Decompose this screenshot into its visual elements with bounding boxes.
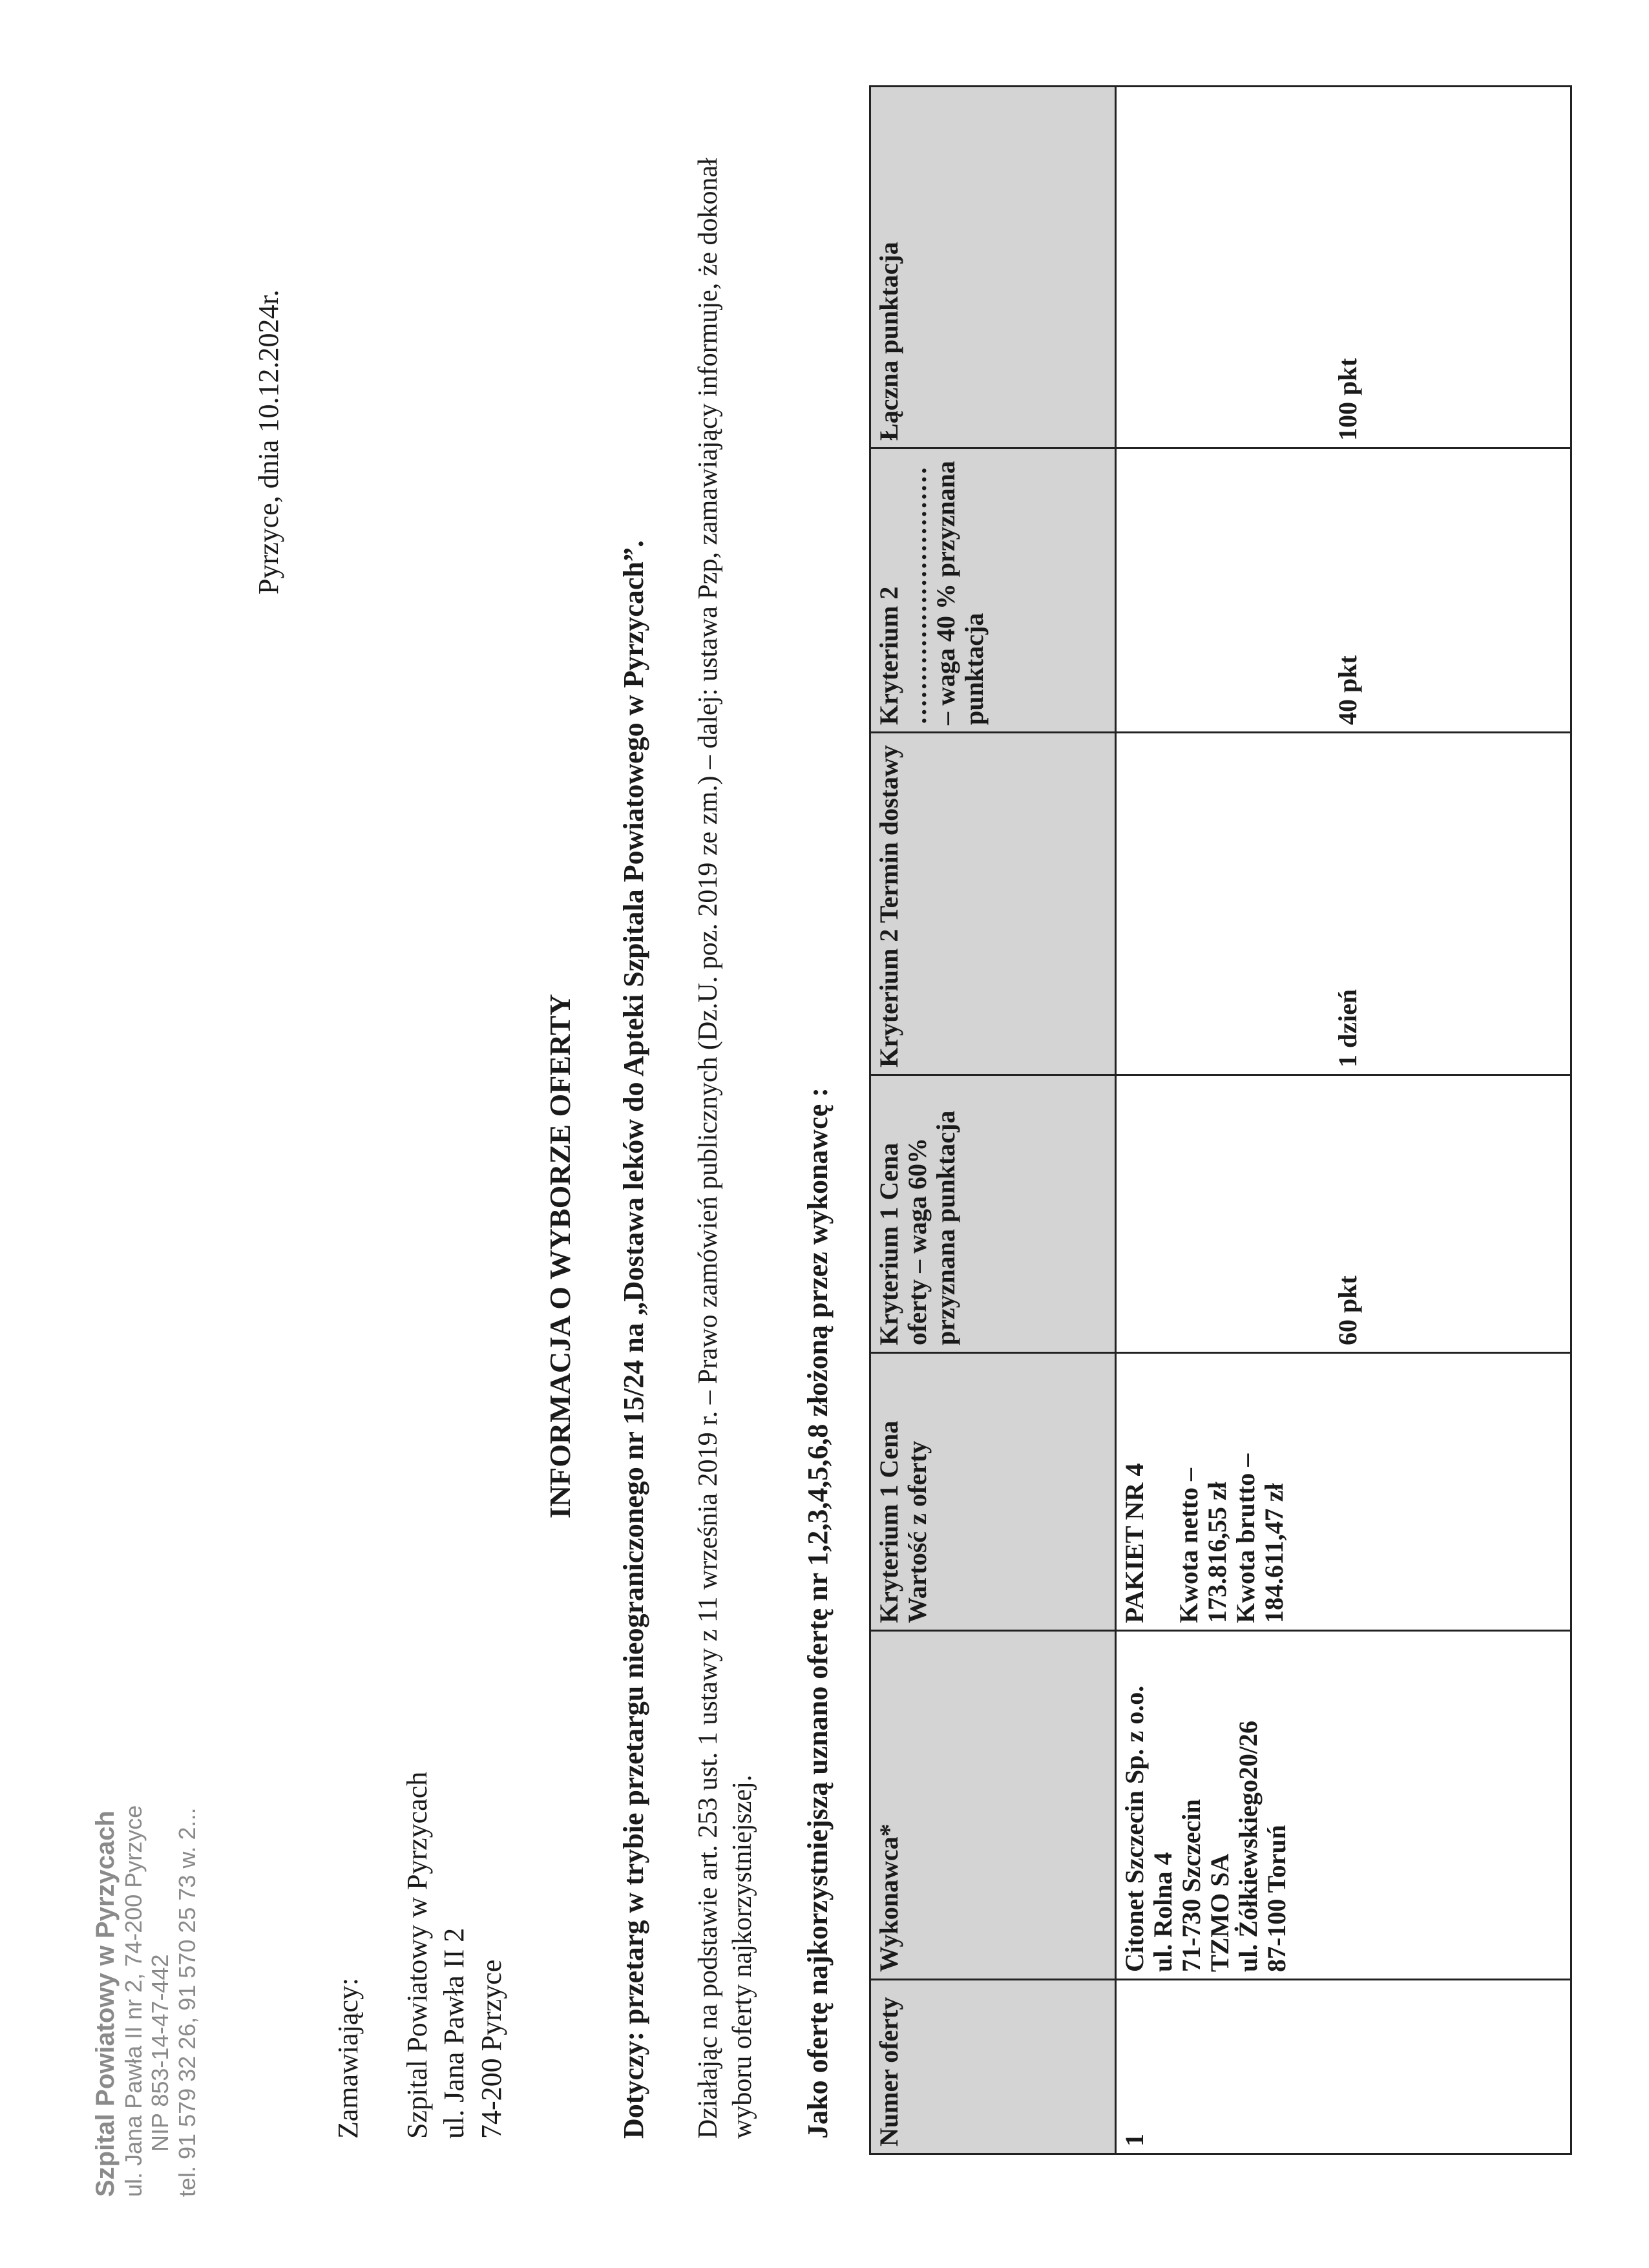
criterion2-points: 40 pkt [1333,655,1362,725]
contractor-line: ul. Rolna 4 [1148,1852,1177,1972]
header-criterion2-points: Kryterium 2 ………………………… – waga 40 % przyznana punktacja [870,448,1116,733]
contractor-cell [1116,1631,1571,1980]
gross-amount-label: Kwota brutto – [1231,1453,1260,1623]
buyer-block [330,1772,510,2139]
contractor-line: 87-100 Toruń [1262,1825,1291,1972]
total-points-cell [1116,87,1571,448]
hospital-stamp [90,1615,200,2197]
contractor-line: Citonet Szczecin Sp. z o.o. [1120,1685,1149,1972]
header-offer-number: Numer oferty [870,1980,1116,2154]
document-date: Pyrzyce, dnia 10.12.2024r. [253,289,284,594]
offer-value-cell [1116,1353,1571,1631]
delivery-time: 1 dzień [1333,989,1362,1067]
price-points: 60 pkt [1333,1276,1362,1345]
header-criterion1-points: Kryterium 1 Cena oferty – waga 60% przyznana punktacja [870,1075,1116,1353]
net-amount-value: 173.816,55 zł [1203,1482,1232,1623]
price-points-cell [1116,1075,1571,1353]
subject-line: Dotyczy: przetarg w trybie przetargu nieograniczonego nr 15/24 na „Dostawa leków do Apteki Szpitala Powiatowego w Pyrzycach”. [618,540,649,2139]
total-points: 100 pkt [1333,358,1362,441]
buyer-label: Zamawiający: [332,1977,364,2139]
stamp-name: Szpital Powiatowy w Pyrzycach [91,1811,120,2197]
delivery-cell [1116,733,1571,1075]
buyer-city: 74-200 Pyrzyce [475,1959,507,2139]
table-header-row [870,87,1116,2154]
offers-table [869,85,1572,2155]
table-row [1116,87,1571,2154]
stamp-nip: NIP 853-14-47-442 [147,1954,174,2152]
header-criterion1-value: Kryterium 1 Cena Wartość z oferty [870,1353,1116,1631]
header-contractor: Wykonawca* [870,1631,1116,1980]
document-title: INFORMACJA O WYBORZE OFERTY [543,994,576,1518]
buyer-name: Szpital Powiatowy w Pyrzycach [401,1771,434,2139]
selection-statement: Jako ofertę najkorzystniejszą uznano ofertę nr 1,2,3,4,5,6,8 złożoną przez wykonawcę : [802,1087,834,2139]
stamp-address: ul. Jana Pawła II nr 2, 74-200 Pyrzyce [120,1805,147,2197]
gross-amount-value: 184.611,47 zł [1259,1483,1288,1623]
header-total-points: Łączna punktacja [870,87,1116,448]
criterion2-points-cell [1116,448,1571,733]
contractor-line: ul. Żółkiewskiego20/26 [1234,1721,1263,1972]
package-label: PAKIET NR 4 [1120,1463,1149,1623]
offer-number: 1 [1116,1980,1571,2154]
buyer-street: ul. Jana Pawła II 2 [438,1927,470,2139]
net-amount-label: Kwota netto – [1174,1468,1203,1623]
contractor-line: TZMO SA [1205,1853,1234,1972]
stamp-phone: tel. 91 579 32 26, 91 570 25 73 w. 2... [173,1807,200,2197]
legal-basis: Działając na podstawie art. 253 ust. 1 ustawy z 11 września 2019 r. – Prawo zamówień publicznych (Dz.U. poz. 2019 ze zm.) – dalej: ustawa Pzp, zamawiający informuje, że dokonał wyboru oferty najkorzystniejszej. [693,158,757,2139]
contractor-line: 71-730 Szczecin [1177,1799,1206,1972]
header-criterion2-delivery: Kryterium 2 Termin dostawy [870,733,1116,1075]
